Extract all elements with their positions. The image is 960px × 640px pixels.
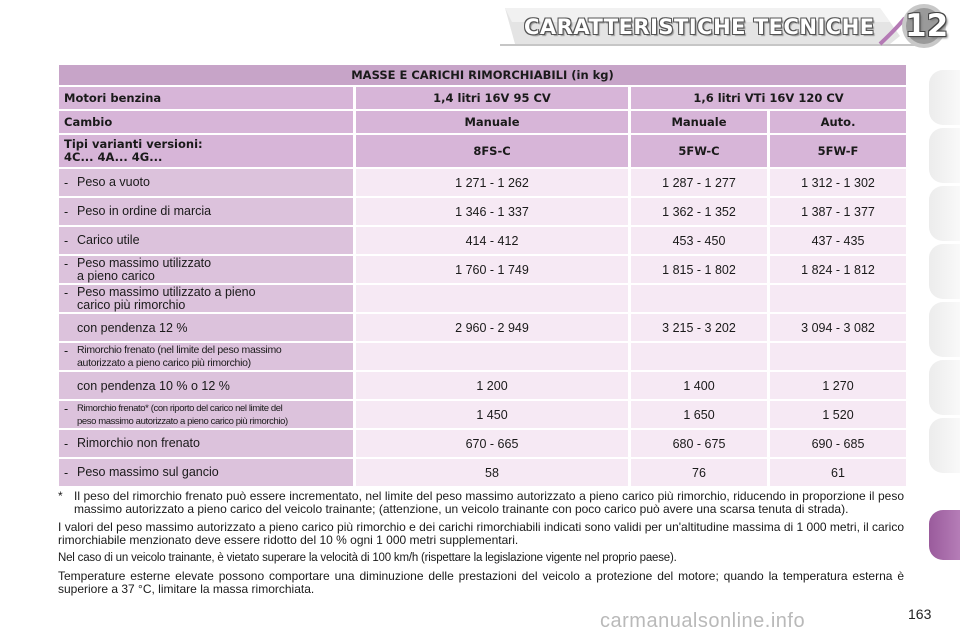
- gearbox-1: Manuale: [356, 111, 628, 133]
- table-row: [59, 227, 906, 254]
- table-cell: 1 760 - 1 749: [356, 256, 628, 283]
- table-cell: 61: [770, 459, 906, 486]
- table-cell: [356, 285, 628, 312]
- table-cell: 1 824 - 1 812: [770, 256, 906, 283]
- table-cell: 1 346 - 1 337: [356, 198, 628, 225]
- altitude-note: I valori del peso massimo autorizzato a pieno carico più rimorchio e dei carichi rimorchiabili indicati sono validi per un'altitudine massima di 1 000 metri, il carico rimorchiabile menzionato deve essere ridotto del 10 % ogni 1 000 metri supplementari.: [58, 520, 904, 547]
- variant-label-line-1: Tipi varianti versioni:: [64, 137, 203, 151]
- table-caption-row: [59, 65, 906, 85]
- row-label: - Rimorchio frenato* (con riporto del carico nel limite del peso massimo autorizzato a pieno carico più rimorchio): [59, 401, 353, 428]
- footnote-star: *: [58, 489, 63, 503]
- page-number: 163: [908, 606, 932, 622]
- speed-note: Nel caso di un veicolo trainante, è vietato superare la velocità di 100 km/h (rispettare la legislazione vigente nel proprio paese).: [58, 552, 677, 564]
- table-cell: 1 312 - 1 302: [770, 169, 906, 196]
- gearbox-label: Cambio: [59, 111, 353, 133]
- table-cell: 1 270: [770, 372, 906, 399]
- variant-label-line-2: 4C... 4A... 4G...: [64, 150, 163, 164]
- table-cell: 3 094 - 3 082: [770, 314, 906, 341]
- variant-3: 5FW-F: [770, 135, 906, 167]
- chapter-tab[interactable]: [929, 302, 960, 357]
- table-cell: 690 - 685: [770, 430, 906, 457]
- table-cell: [356, 343, 628, 370]
- chapter-tab[interactable]: [929, 70, 960, 125]
- table-cell: 1 520: [770, 401, 906, 428]
- engine-2: 1,6 litri VTi 16V 120 CV: [631, 87, 906, 109]
- table-cell: 3 215 - 3 202: [631, 314, 767, 341]
- table-cell: 1 362 - 1 352: [631, 198, 767, 225]
- gearbox-3: Auto.: [770, 111, 906, 133]
- gearbox-row: [59, 111, 906, 133]
- row-label: con pendenza 10 % o 12 %: [59, 372, 353, 399]
- variant-row: [59, 135, 906, 167]
- row-label: - Peso massimo utilizzato a pieno carico più rimorchio: [59, 285, 353, 312]
- chapter-tabs: [925, 70, 960, 570]
- table-cell: [770, 285, 906, 312]
- engine-label: Motori benzina: [59, 87, 353, 109]
- variant-label: [59, 135, 353, 167]
- table-cell: 1 387 - 1 377: [770, 198, 906, 225]
- table-row: [59, 343, 906, 370]
- chapter-tab[interactable]: [929, 244, 960, 299]
- engine-row: [59, 87, 906, 109]
- footnote-text: Il peso del rimorchio frenato può essere incrementato, nel limite del peso massimo autorizzato a pieno carico più rimorchio, riducendo in proporzione il peso massimo autorizzato a pieno carico del veicolo trainante; (attenzione, un veicolo trainante con poco carico può avere una scarsa tenuta di strada).: [74, 489, 904, 516]
- table-row: [59, 401, 906, 428]
- row-label: - Carico utile: [59, 227, 353, 254]
- table-row: [59, 459, 906, 486]
- table-cell: 670 - 665: [356, 430, 628, 457]
- row-label: - Peso massimo sul gancio: [59, 459, 353, 486]
- page-header: [0, 0, 960, 56]
- table-row: [59, 372, 906, 399]
- table-cell: [631, 285, 767, 312]
- table-cell: 1 400: [631, 372, 767, 399]
- row-label: - Peso in ordine di marcia: [59, 198, 353, 225]
- chapter-tab-active[interactable]: [929, 510, 960, 560]
- table-cell: [631, 343, 767, 370]
- table-row: [59, 169, 906, 196]
- table-cell: 58: [356, 459, 628, 486]
- table-cell: 1 287 - 1 277: [631, 169, 767, 196]
- footnote: [58, 490, 904, 516]
- table-row: [59, 285, 906, 312]
- watermark: carmanualsonline.info: [600, 610, 806, 632]
- row-label: - Rimorchio frenato (nel limite del peso massimo autorizzato a pieno carico più rimorchio): [59, 343, 353, 370]
- table-cell: 1 815 - 1 802: [631, 256, 767, 283]
- variant-1: 8FS-C: [356, 135, 628, 167]
- table-cell: 680 - 675: [631, 430, 767, 457]
- table-row: [59, 430, 906, 457]
- table-cell: 453 - 450: [631, 227, 767, 254]
- chapter-tab[interactable]: [929, 360, 960, 415]
- row-label: - Rimorchio non frenato: [59, 430, 353, 457]
- variant-2: 5FW-C: [631, 135, 767, 167]
- table-cell: 2 960 - 2 949: [356, 314, 628, 341]
- notes: [58, 490, 904, 601]
- table-cell: 76: [631, 459, 767, 486]
- table-row: [59, 198, 906, 225]
- table-cell: 1 450: [356, 401, 628, 428]
- table-cell: 1 271 - 1 262: [356, 169, 628, 196]
- table-row: [59, 314, 906, 341]
- trailer-mass-table: [56, 63, 909, 488]
- temperature-note: Temperature esterne elevate possono comportare una diminuzione delle prestazioni del veicolo a protezione del motore; quando la temperatura esterna è superiore a 37 °C, limitare la massa rimorchiata.: [58, 569, 904, 596]
- page-title: CARATTERISTICHE TECNICHE: [524, 15, 875, 39]
- chapter-tab[interactable]: [929, 186, 960, 241]
- chapter-number: 12: [905, 8, 949, 44]
- gearbox-2: Manuale: [631, 111, 767, 133]
- table-row: [59, 256, 906, 283]
- chapter-tab[interactable]: [929, 418, 960, 473]
- table-cell: 437 - 435: [770, 227, 906, 254]
- table-cell: 1 200: [356, 372, 628, 399]
- table-cell: 414 - 412: [356, 227, 628, 254]
- row-label: - Peso a vuoto: [59, 169, 353, 196]
- engine-1: 1,4 litri 16V 95 CV: [356, 87, 628, 109]
- table-caption: MASSE E CARICHI RIMORCHIABILI (in kg): [59, 65, 906, 85]
- table-cell: 1 650: [631, 401, 767, 428]
- row-label: con pendenza 12 %: [59, 314, 353, 341]
- table-cell: [770, 343, 906, 370]
- row-label: - Peso massimo utilizzato a pieno carico: [59, 256, 353, 283]
- chapter-tab[interactable]: [929, 128, 960, 183]
